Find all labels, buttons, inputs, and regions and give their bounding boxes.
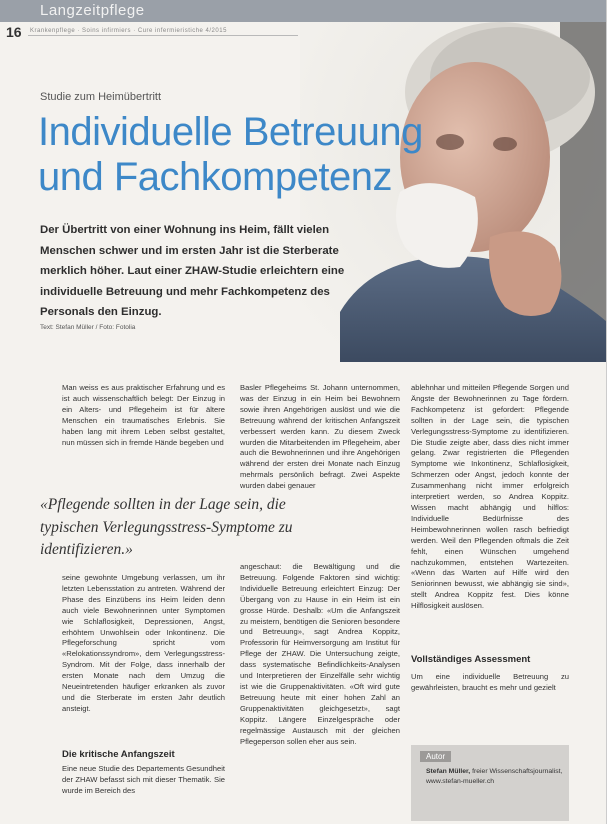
title-line-1: Individuelle Betreuung [38, 110, 423, 154]
article-byline: Text: Stefan Müller / Foto: Fotolia [40, 324, 136, 331]
header-rule [28, 35, 298, 36]
author-name: Stefan Müller, [426, 768, 471, 775]
article-title [38, 110, 423, 200]
subhead-assessment: Vollständiges Assessment [411, 654, 531, 665]
author-bio: freier Wissenschaftsjournalist, www.stefan-mueller.ch [426, 768, 563, 785]
body-column-3: ablehnhar und mitteilen Pflegende Sorgen und Ängste der Bewohnerinnen zu Tage fördern. Fachkompetenz ist gefordert: Pflegende sollten in der Lage sein, die typischen Verlegungsstress-Symptome zu identifizieren. Die Studie zeigte aber, dass dies nicht immer gelang. Zwar registrierten die Pflegenden Symptome wie Inkontinenz, Schlaflosigkeit, Schmerzen oder Angst, jedoch konnte der Zusammenhang nicht immer erfolgreich interpretiert werden, so Andrea Koppitz. Wissen macht abhängig und hilflos: Individuelle Bedürfnisse des Heimbewohnerinnen wollen rasch befriedigt werden. Weil den Pflegenden oftmals die Zeit fehlt, einen Wünschen umgehend nachzukommen, entstehen Wartezeiten. «Wenn das Warten auf Hilfe wird den Seniorinnen bewusst, wie abhängig sie sind», stellt Andrea Koppitz fest. Dies könne Hilflosigkeit auslösen. [411, 383, 569, 611]
section-label: Langzeitpflege [40, 2, 145, 19]
body-column-2-bottom: angeschaut: die Bewältigung und die Betreuung. Folgende Faktoren sind wichtig: Individuelle Betreuung erleichtert Einzug: Der Übergang von zu Hause in ein Heim ist ein grosse Hürde. Deshalb: «Um die Anfangszeit zu meistern, benötigen die Senioren besondere und Betreuung», sagt Andrea Koppitz, Professorin für Heimversorgung am Institut für Pflege der ZHAW. Die Untersuchung zeigte, dass systematische Befindlichkeits-Analysen und Interpretieren der Einzelfälle sehr wichtig ist wie die Gruppenaktivitäten. «Oft wird gute Betreuung heute mit einer hohen Zahl an Gruppenaktivitäten gleichgesetzt», sagt Koppitz. Längere Einzelgespräche oder regelmässige Austausch mit der gleichen Pflegeperson sollen eher aus sein. [240, 562, 400, 746]
title-line-2: und Fachkompetenz [38, 155, 392, 199]
pull-quote: «Pflegende sollten in der Lage sein, die typischen Verlegungsstress-Symptome zu identifizieren.» [40, 496, 293, 558]
body-column-3-end: Um eine individuelle Betreuung zu gewährleisten, braucht es mehr und gezielt [411, 672, 569, 692]
body-column-1-top: Man weiss es aus praktischer Erfahrung und es ist auch wissenschaftlich belegt: Der Einzug in ein Alters- und Pflegeheim ist für ältere Menschen ein traumatisches Erlebnis. Sie haben lang mit ihrem Leben selbst gestaltet, nun müssen sich in fremde Hände begeben und [62, 383, 225, 447]
subhead-anfangszeit: Die kritische Anfangszeit [62, 749, 175, 760]
body-column-1-bottom: seine gewohnte Umgebung verlassen, um ihr letzten Lebensstation zu antreten. Während der Phase des Einzübens ins Heim leiden denn auch viele Bewohnerinnen unter Symptomen wie Schlaflosigkeit, Depressionen, Angst, erhöhtem Unwohlsein oder Inkontinenz. Die Pflegeforschung spricht vom «Relokationssyndrom», dem Verlegungsstress-Syndrom. Mit der Folge, dass innerhalb der ersten Monate nach dem Umzug die Neueintretenden häufiger erkranken als zuvor und die Sterberate im ersten Jahr deutlich ansteigt. [62, 573, 225, 713]
author-text [426, 767, 566, 786]
article-lead: Der Übertritt von einer Wohnung ins Heim, fällt vielen Menschen schwer und im ersten Jahr ist die Sterberate merklich höher. Laut einer ZHAW-Studie erleichtern eine individuelle Betreuung und mehr Fachkompetenz des Personals den Einzug. [40, 224, 345, 318]
body-column-2-top: Basler Pflegeheims St. Johann unternommen, was der Einzug in ein Heim bei Bewohnern sowie ihren Angehörigen auslöst und wie die Betreuung während der kritischen Anfangszeit verbessert werden kann. Zu diesem Zweck wurden die Mitarbeitenden im Pflegeheim, aber auch die Bewohnerinnen und ihre Angehörigen während der ersten drei Monate nach Einzug mehrmals persönlich befragt. Zwei Aspekte wurden dabei genauer [240, 383, 400, 491]
article-kicker: Studie zum Heimübertritt [40, 91, 162, 103]
author-heading: Autor [420, 751, 451, 762]
page-number: 16 [6, 24, 22, 40]
body-column-1-end: Eine neue Studie des Departements Gesundheit der ZHAW befasst sich mit dieser Thematik. Sie wurde im Bereich des [62, 764, 225, 795]
header-meta: Krankenpflege · Soins infirmiers · Cure infermieristiche 4/2015 [30, 28, 227, 34]
